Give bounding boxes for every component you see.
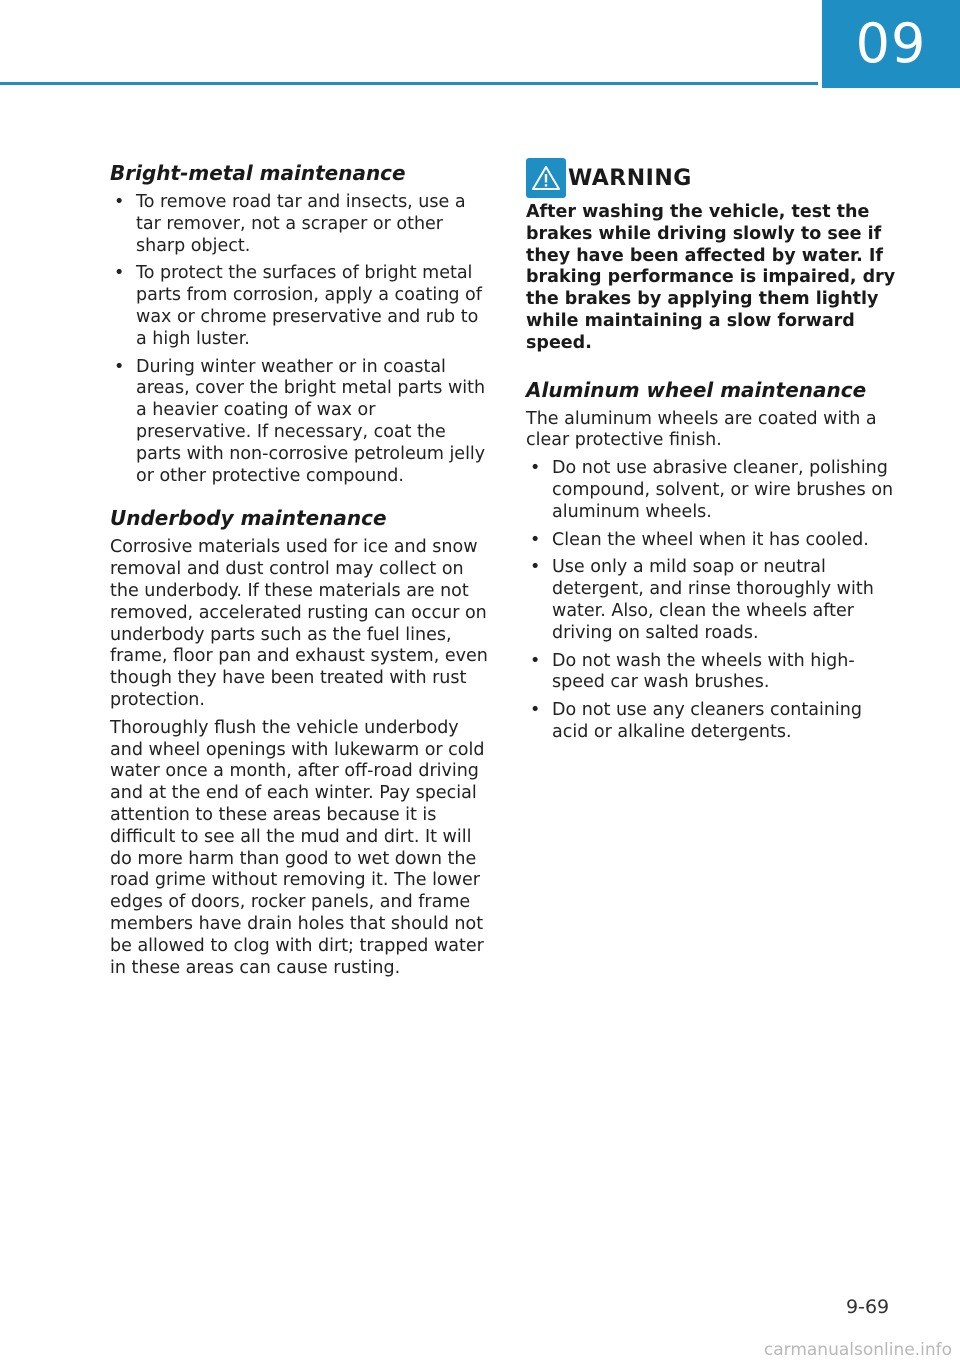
list-item: • During winter weather or in coastal areas, cover the bright metal parts with a heavier coating of wax or preservative. If necessary, coat the parts with non-corrosive petroleum jelly or other protective compound. <box>110 357 490 488</box>
warning-triangle-icon <box>526 158 566 198</box>
list-item: • Do not wash the wheels with high-speed car wash brushes. <box>526 651 902 695</box>
right-column <box>526 158 902 750</box>
warning-text: After washing the vehicle, test the brakes while driving slowly to see if they have been affected by water. If braking performance is impaired, dry the brakes by applying them lightly while maintaining a slow forward speed. <box>526 202 896 353</box>
watermark: carmanualsonline.info <box>763 1340 952 1360</box>
list-item: • Use only a mild soap or neutral detergent, and rinse thoroughly with water. Also, clean the wheels after driving on salted roads. <box>526 557 902 644</box>
aluminum-intro: The aluminum wheels are coated with a clear protective finish. <box>526 408 877 451</box>
warning-header <box>526 158 902 198</box>
list-item: • To remove road tar and insects, use a tar remover, not a scraper or other sharp object. <box>110 192 490 257</box>
underbody-section <box>110 503 490 979</box>
bright-metal-section <box>110 158 490 487</box>
left-column <box>110 158 490 985</box>
list-item: • Do not use any cleaners containing acid or alkaline detergents. <box>526 700 902 744</box>
bright-metal-heading: Bright-metal maintenance <box>110 161 406 185</box>
list-item: • To protect the surfaces of bright metal parts from corrosion, apply a coating of wax or chrome preservative and rub to a high luster. <box>110 263 490 350</box>
header-rule <box>0 82 818 85</box>
underbody-heading: Underbody maintenance <box>110 506 387 531</box>
warning-box <box>526 158 902 355</box>
page-number: 9-69 <box>846 1296 890 1318</box>
aluminum-section <box>526 375 902 744</box>
underbody-paragraph: Corrosive materials used for ice and snow removal and dust control may collect on the underbody. If these materials are not removed, accelerated rusting can occur on underbody parts such as the fuel lines, frame, floor pan and exhaust system, even though they have been treated with rust protection. <box>110 537 488 710</box>
underbody-paragraph: Thoroughly flush the vehicle underbody and wheel openings with lukewarm or cold water once a month, after off-road driving and at the end of each winter. Pay special attention to these areas because it is difficult to see all the mud and dirt. It will do more harm than good to wet down the road grime without removing it. The lower edges of doors, rocker panels, and frame members have drain holes that should not be allowed to clog with dirt; trapped water in these areas can cause rusting. <box>110 717 485 978</box>
chapter-number: 09 <box>822 0 960 88</box>
bright-metal-list <box>110 192 490 487</box>
warning-title: WARNING <box>568 165 692 191</box>
aluminum-list <box>526 458 902 744</box>
aluminum-heading: Aluminum wheel maintenance <box>526 377 867 402</box>
list-item: • Clean the wheel when it has cooled. <box>526 530 902 552</box>
list-item: • Do not use abrasive cleaner, polishing compound, solvent, or wire brushes on aluminum wheels. <box>526 458 902 523</box>
